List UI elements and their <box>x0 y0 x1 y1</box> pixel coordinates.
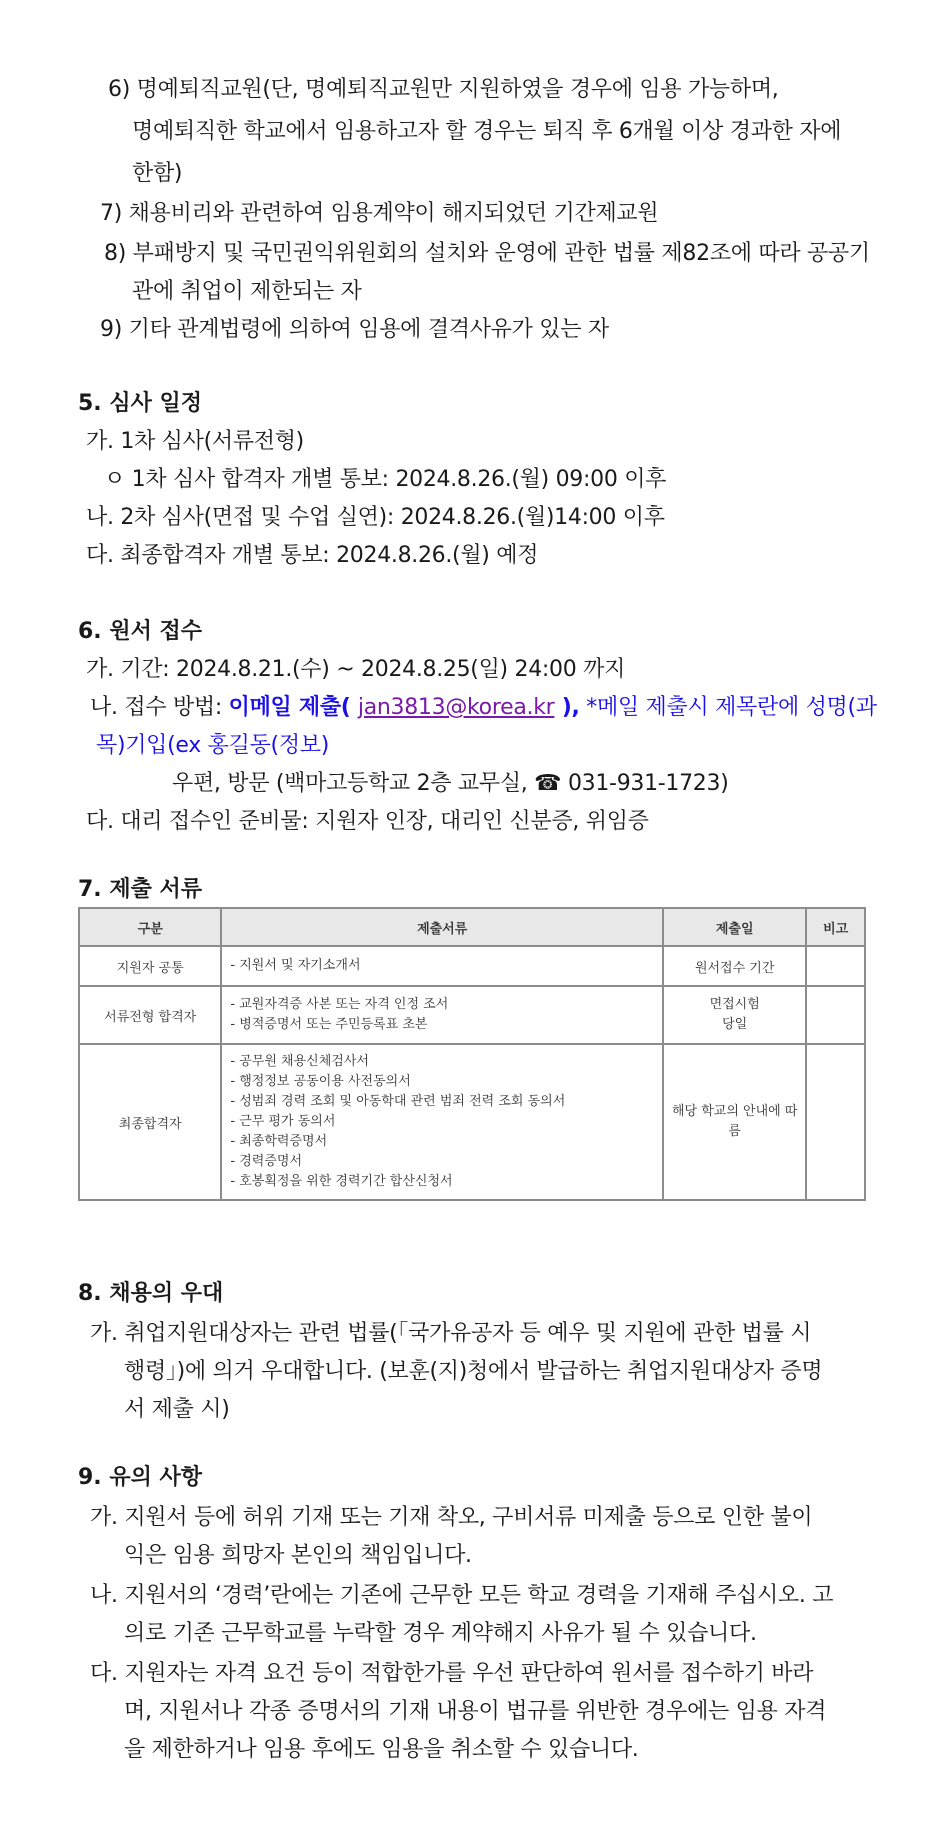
document-item: - 교원자격증 사본 또는 자격 인정 조서 <box>230 997 449 1012</box>
row-submit-date: 원서접수 기간 <box>663 946 806 986</box>
submit-date-line-2: 당일 <box>722 1017 748 1032</box>
item-9: 9) 기타 관계법령에 의하여 임용에 결격사유가 있는 자 <box>100 317 609 342</box>
submit-date-line-2: 름 <box>728 1124 741 1139</box>
row-documents <box>221 1044 663 1200</box>
table-header-row <box>79 908 865 946</box>
row-note <box>806 946 865 986</box>
document-item: - 지원서 및 자기소개서 <box>230 958 361 973</box>
section-9-c-line-3: 을 제한하거나 임용 후에도 임용을 취소할 수 있습니다. <box>124 1737 639 1762</box>
section-5-a: 가. 1차 심사(서류전형) <box>86 429 304 454</box>
row-note <box>806 1044 865 1200</box>
email-submit-label: 이메일 제출( <box>228 695 358 720</box>
document-item: - 공무원 채용신체검사서 <box>230 1054 369 1069</box>
section-7-title: 7. 제출 서류 <box>78 877 202 902</box>
header-submit-date: 제출일 <box>663 908 806 946</box>
email-note-line-2: 목)기입(ex 홍길동(정보) <box>96 733 330 758</box>
section-9-title: 9. 유의 사항 <box>78 1465 202 1490</box>
section-5-title: 5. 심사 일정 <box>78 391 202 416</box>
document-item: - 병적증명서 또는 주민등록표 초본 <box>230 1017 428 1032</box>
section-6-c: 다. 대리 접수인 준비물: 지원자 인장, 대리인 신분증, 위임증 <box>86 809 649 834</box>
section-8-title: 8. 채용의 우대 <box>78 1281 224 1306</box>
document-item: - 호봉획정을 위한 경력기간 합산신청서 <box>230 1174 453 1189</box>
document-item: - 경력증명서 <box>230 1154 303 1169</box>
table-row <box>79 1044 865 1200</box>
document-item: - 근무 평가 동의서 <box>230 1114 336 1129</box>
section-5-b: 나. 2차 심사(면접 및 수업 실연): 2024.8.26.(월)14:00 이후 <box>86 505 665 530</box>
submit-date-line-1: 면접시험 <box>709 997 760 1012</box>
item-6-line-2: 명예퇴직한 학교에서 임용하고자 할 경우는 퇴직 후 6개월 이상 경과한 자에 <box>132 119 842 144</box>
item-6-line-1: 6) 명예퇴직교원(단, 명예퇴직교원만 지원하였을 경우에 임용 가능하며, <box>108 77 779 102</box>
row-note <box>806 986 865 1044</box>
section-8-a-line-1: 가. 취업지원대상자는 관련 법률(「국가유공자 등 예우 및 지원에 관한 법률 시 <box>90 1321 812 1346</box>
section-9-c-line-2: 며, 지원서나 각종 증명서의 기재 내용이 법규를 위반한 경우에는 임용 자격 <box>124 1699 827 1724</box>
section-8-a-line-2: 행령」)에 의거 우대합니다. (보훈(지)청에서 발급하는 취업지원대상자 증명 <box>124 1359 823 1384</box>
table-row <box>79 986 865 1044</box>
row-category: 서류전형 합격자 <box>79 986 221 1044</box>
email-note-line-1: *메일 제출시 제목란에 성명(과 <box>579 695 877 720</box>
section-9-a-line-1: 가. 지원서 등에 허위 기재 또는 기재 착오, 구비서류 미제출 등으로 인한 불이 <box>90 1505 813 1530</box>
item-8-line-1: 8) 부패방지 및 국민권익위원회의 설치와 운영에 관한 법률 제82조에 따라 공공기 <box>104 241 870 266</box>
section-6-b-line-1 <box>90 690 877 726</box>
section-8-a-line-3: 서 제출 시) <box>124 1397 230 1422</box>
section-5-a-sub: ㅇ 1차 심사 합격자 개별 통보: 2024.8.26.(월) 09:00 이후 <box>104 467 667 492</box>
submit-date-line-1: 해당 학교의 안내에 따 <box>671 1104 798 1119</box>
section-6-mail-visit: 우편, 방문 (백마고등학교 2층 교무실, ☎ 031-931-1723) <box>172 771 729 796</box>
required-documents-table <box>78 907 866 1201</box>
section-6-a: 가. 기간: 2024.8.21.(수) ~ 2024.8.25(일) 24:00 까지 <box>86 657 626 682</box>
row-category: 최종합격자 <box>79 1044 221 1200</box>
email-link[interactable]: jan3813@korea.kr <box>357 695 555 720</box>
header-documents: 제출서류 <box>221 908 663 946</box>
document-item: - 행정정보 공동이용 사전동의서 <box>230 1074 411 1089</box>
submission-method-label: 나. 접수 방법: <box>90 695 229 720</box>
table-row <box>79 946 865 986</box>
row-documents <box>221 986 663 1044</box>
section-9-a-line-2: 익은 임용 희망자 본인의 책임입니다. <box>124 1543 472 1568</box>
row-submit-date <box>663 1044 806 1200</box>
item-6-line-3: 한함) <box>132 161 183 186</box>
header-note: 비고 <box>806 908 865 946</box>
row-documents <box>221 946 663 986</box>
document-item: - 성범죄 경력 조회 및 아동학대 관련 범죄 전력 조회 동의서 <box>230 1094 566 1109</box>
document-item: - 최종학력증명서 <box>230 1134 328 1149</box>
item-7: 7) 채용비리와 관련하여 임용계약이 해지되었던 기간제교원 <box>100 201 659 226</box>
section-9-c-line-1: 다. 지원자는 자격 요건 등이 적합한가를 우선 판단하여 원서를 접수하기 바라 <box>90 1661 814 1686</box>
section-5-c: 다. 최종합격자 개별 통보: 2024.8.26.(월) 예정 <box>86 543 539 568</box>
header-category: 구분 <box>79 908 221 946</box>
row-submit-date <box>663 986 806 1044</box>
section-6-title: 6. 원서 접수 <box>78 619 202 644</box>
item-8-line-2: 관에 취업이 제한되는 자 <box>132 279 362 304</box>
email-close-paren: ), <box>554 695 580 720</box>
section-9-b-line-2: 의로 기존 근무학교를 누락할 경우 계약해지 사유가 될 수 있습니다. <box>124 1621 757 1646</box>
row-category: 지원자 공통 <box>79 946 221 986</box>
section-9-b-line-1: 나. 지원서의 ‘경력’란에는 기존에 근무한 모든 학교 경력을 기재해 주십시오. 고 <box>90 1583 834 1608</box>
